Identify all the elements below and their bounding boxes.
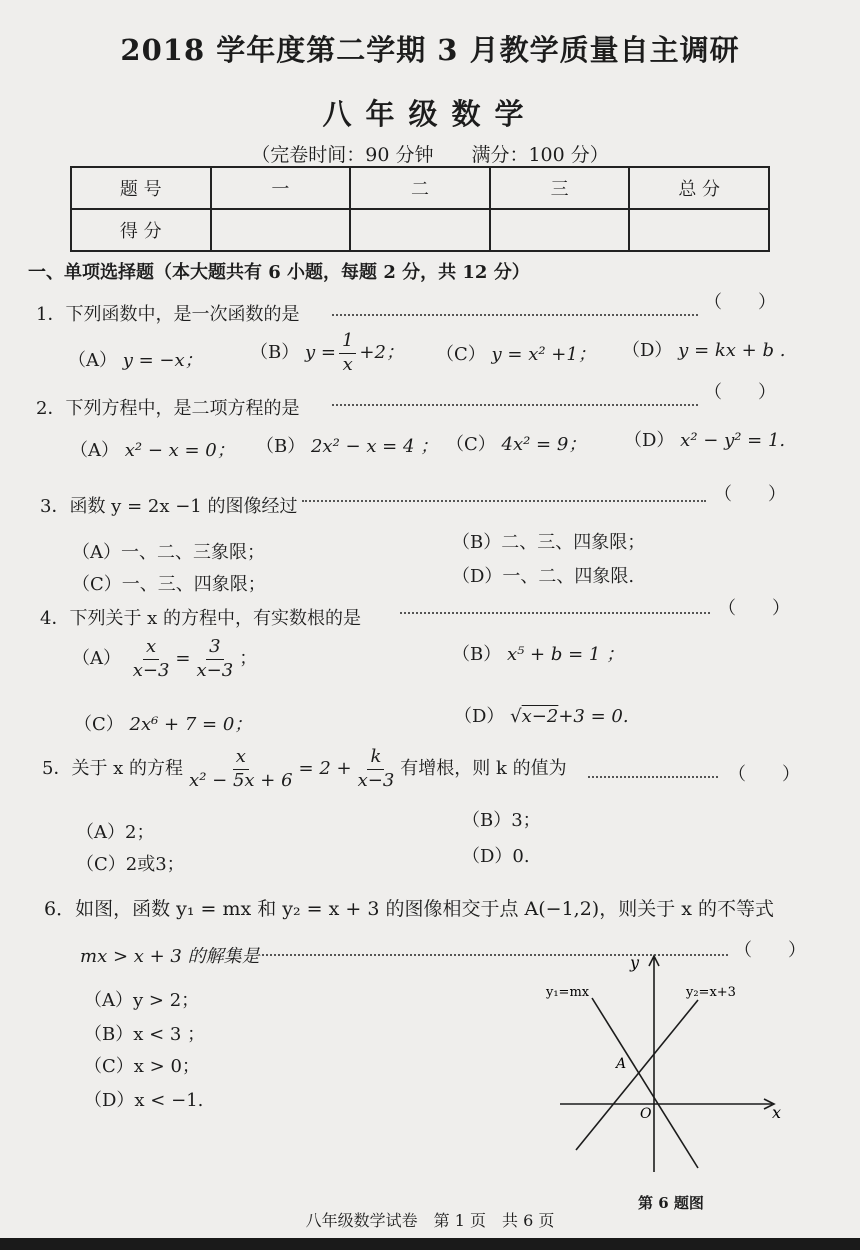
fraction-numerator: x — [233, 746, 249, 770]
option-text: y = — [304, 342, 336, 363]
option-text: 2x⁶ + 7 = 0； — [129, 714, 253, 735]
table-cell: 三 — [490, 167, 630, 209]
q1-option-b[interactable] — [250, 330, 404, 376]
option-text: y = −x； — [122, 350, 203, 371]
option-text: ； — [239, 648, 258, 669]
q4-option-a[interactable] — [72, 636, 257, 682]
table-cell: 一 — [211, 167, 351, 209]
answer-blank[interactable]: （ ） — [704, 382, 776, 403]
q4-option-b[interactable] — [452, 640, 624, 666]
origin-label: O — [640, 1106, 652, 1122]
option-text: y = kx + b . — [678, 340, 786, 361]
sqrt-icon: √ — [510, 706, 522, 727]
fraction-numerator: k — [367, 746, 384, 770]
option-text: +3 = 0. — [558, 706, 629, 727]
question-4-stem: 4．下列关于 x 的方程中，有实数根的是 — [40, 608, 362, 629]
answer-blank[interactable]: （ ） — [714, 484, 786, 505]
option-text: 2x² − x = 4 ； — [310, 436, 439, 457]
answer-blank[interactable]: （ ） — [728, 764, 800, 785]
option-letter: （B） — [256, 436, 306, 457]
option-letter: （B） — [250, 342, 300, 363]
table-cell: 二 — [350, 167, 490, 209]
option-letter: （C） — [436, 344, 486, 365]
score-table-header-row — [71, 167, 769, 209]
fraction-numerator: x — [143, 636, 159, 660]
page-footer: 八年级数学试卷 第 1 页 共 6 页 — [305, 1211, 555, 1230]
figure-caption: 第 6 题图 — [638, 1194, 704, 1212]
q1-option-a[interactable] — [68, 346, 203, 372]
stem-text: = 2 + — [298, 758, 352, 779]
x-axis-label: x — [772, 1103, 782, 1122]
dot-leader — [332, 404, 698, 406]
option-letter: （C） — [74, 714, 124, 735]
option-text: = — [175, 648, 191, 669]
score-cell[interactable] — [350, 209, 490, 251]
question-3-stem: 3．函数 y = 2x −1 的图像经过 — [40, 496, 298, 517]
option-letter: （D） — [622, 340, 673, 361]
q2-option-d[interactable] — [624, 426, 785, 452]
dot-leader — [588, 776, 718, 778]
question-5-stem — [42, 746, 567, 792]
q2-option-a[interactable] — [70, 436, 235, 462]
answer-blank[interactable]: （ ） — [734, 940, 806, 961]
point-a-label: A — [616, 1056, 627, 1072]
option-letter: （D） — [454, 706, 505, 727]
q3-option-b[interactable]: （B）二、三、四象限； — [452, 532, 646, 553]
option-text: x⁵ + b = 1 ； — [506, 644, 625, 665]
fraction — [130, 636, 173, 682]
exam-subtitle: 八年级数学 — [322, 97, 538, 131]
fraction-denominator: x² − 5x + 6 — [189, 769, 293, 791]
question-2-stem: 2．下列方程中，是二项方程的是 — [36, 398, 300, 419]
score-cell[interactable] — [629, 209, 769, 251]
exam-meta: （完卷时间：90 分钟 满分：100 分） — [251, 144, 609, 166]
fraction-denominator: x−3 — [132, 659, 170, 681]
option-letter: （B） — [452, 644, 502, 665]
q4-option-d[interactable] — [454, 702, 629, 728]
option-text: y = x² +1； — [491, 344, 596, 365]
q1-option-c[interactable] — [436, 340, 596, 366]
table-cell: 得 分 — [71, 209, 211, 251]
option-letter: （A） — [72, 648, 121, 669]
line-y1-label: y₁=mx — [546, 985, 590, 1000]
dot-leader — [332, 314, 698, 316]
score-cell[interactable] — [490, 209, 630, 251]
option-text: +2； — [359, 342, 404, 363]
q5-option-c[interactable]: （C）2或3； — [76, 854, 185, 875]
option-text: x² − y² = 1. — [680, 430, 786, 451]
option-letter: （A） — [68, 350, 117, 371]
stem-text: 有增根，则 k 的值为 — [400, 758, 567, 779]
fraction-denominator: x−3 — [357, 769, 395, 791]
fraction — [186, 746, 295, 792]
y-axis-label: y — [630, 953, 640, 972]
table-cell: 题 号 — [71, 167, 211, 209]
option-letter: （C） — [446, 434, 496, 455]
option-letter: （D） — [624, 430, 675, 451]
answer-blank[interactable]: （ ） — [718, 598, 790, 619]
question-6-stem-line1: 6．如图，函数 y₁ = mx 和 y₂ = x + 3 的图像相交于点 A(−1,2)，则关于 x 的不等式 — [44, 898, 774, 920]
score-table-score-row — [71, 209, 769, 251]
q5-option-b[interactable]: （B）3； — [462, 810, 541, 831]
q6-figure — [540, 950, 790, 1180]
stem-text: 5．关于 x 的方程 — [42, 758, 184, 779]
q4-option-c[interactable] — [74, 710, 252, 736]
fraction-numerator: 3 — [206, 636, 223, 660]
score-cell[interactable] — [211, 209, 351, 251]
q5-option-a[interactable]: （A）2； — [76, 822, 155, 843]
section-heading: 一、单项选择题（本大题共有 6 小题，每题 2 分，共 12 分） — [28, 262, 530, 283]
option-text: 4x² = 9； — [501, 434, 587, 455]
q5-option-d[interactable]: （D）0. — [462, 846, 530, 867]
dot-leader — [302, 500, 706, 502]
fraction-numerator: 1 — [339, 330, 356, 354]
fraction — [339, 330, 356, 376]
exam-title: 2018 学年度第二学期 3 月教学质量自主调研 — [120, 33, 740, 67]
q3-option-c[interactable]: （C）一、三、四象限； — [72, 574, 266, 595]
table-cell: 总 分 — [629, 167, 769, 209]
option-text: x² − x = 0； — [124, 440, 235, 461]
answer-blank[interactable]: （ ） — [704, 292, 776, 313]
q6-option-a[interactable]: （A）y > 2； — [84, 990, 200, 1011]
q3-option-d[interactable]: （D）一、二、四象限. — [452, 566, 635, 587]
question-1-stem: 1．下列函数中，是一次函数的是 — [36, 304, 300, 325]
q6-option-d[interactable]: （D）x < −1. — [84, 1090, 204, 1111]
dot-leader — [400, 612, 710, 614]
option-letter: （A） — [70, 440, 119, 461]
score-table — [70, 166, 770, 252]
q1-option-d[interactable] — [622, 336, 785, 362]
q6-option-b[interactable]: （B）x < 3 ； — [84, 1024, 206, 1045]
fraction — [194, 636, 237, 682]
q2-option-b[interactable] — [256, 432, 438, 458]
q3-option-a[interactable]: （A）一、二、三象限； — [72, 542, 265, 563]
line-y1 — [592, 998, 698, 1168]
radicand: x−2 — [521, 706, 559, 727]
q6-option-c[interactable]: （C）x > 0； — [84, 1056, 200, 1077]
fraction-denominator: x−3 — [196, 659, 234, 681]
q2-option-c[interactable] — [446, 430, 586, 456]
line-y2-label: y₂=x+3 — [686, 985, 736, 1000]
line-y2 — [576, 1000, 698, 1150]
fraction-denominator: x — [342, 353, 353, 375]
bottom-edge — [0, 1238, 860, 1250]
fraction — [355, 746, 398, 792]
question-6-stem-line2: mx > x + 3 的解集是 — [80, 946, 260, 967]
